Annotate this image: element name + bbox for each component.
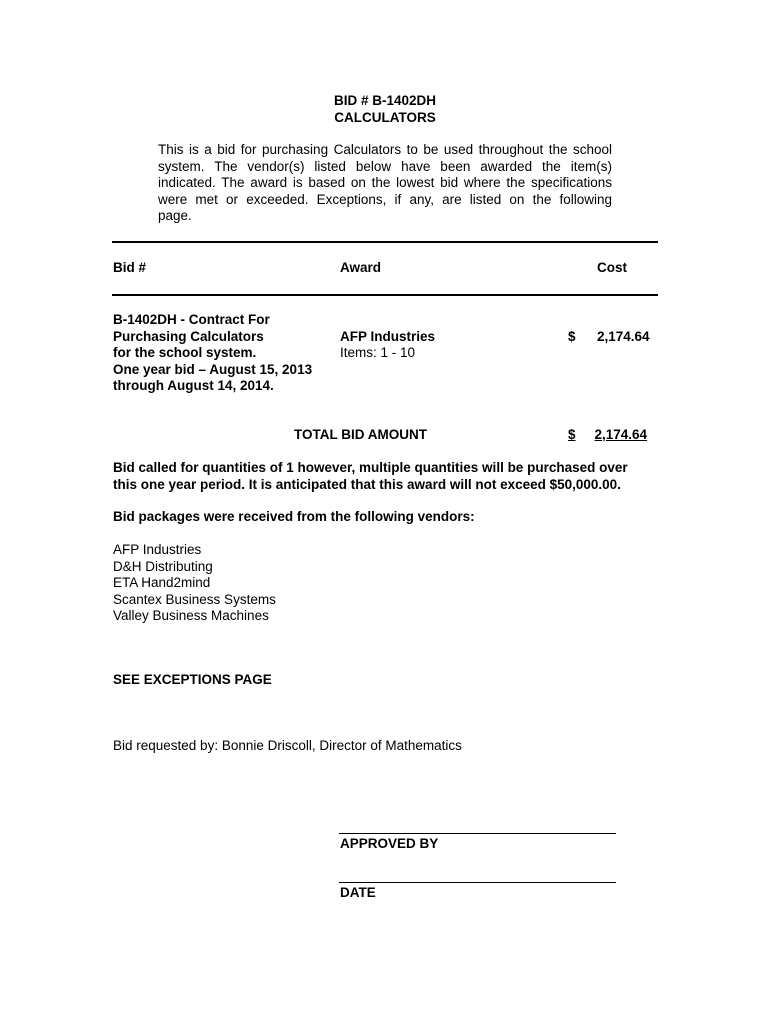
- requested-by: Bid requested by: Bonnie Driscoll, Director of Mathematics: [113, 738, 462, 753]
- award-items: Items: 1 - 10: [340, 345, 416, 360]
- bid-subject-heading: CALCULATORS: [334, 109, 436, 125]
- bid-description-line: One year bid – August 15, 2013: [113, 361, 313, 377]
- quantity-note-line: Bid called for quantities of 1 however, multiple quantities will be purchased over: [113, 460, 628, 475]
- award-vendor: AFP Industries: [340, 329, 436, 344]
- list-item: AFP Industries: [113, 542, 202, 557]
- table-row: [113, 312, 312, 395]
- vendor-list: [113, 542, 276, 625]
- document-title: [0, 93, 770, 126]
- list-item: ETA Hand2mind: [113, 575, 211, 590]
- list-item: D&H Distributing: [113, 558, 213, 574]
- intro-line: indicated. The award is based on the lowest bid where the specifications: [158, 175, 612, 190]
- intro-line: page.: [158, 208, 192, 223]
- column-header-bid: Bid #: [113, 260, 147, 275]
- cost-currency: $: [568, 329, 576, 344]
- quantity-note-line: this one year period. It is anticipated that this award will not exceed $50,000.00.: [113, 476, 621, 492]
- date-signature-line: [339, 882, 616, 883]
- quantity-note: [113, 460, 628, 493]
- intro-paragraph: [158, 142, 612, 225]
- intro-line: This is a bid for purchasing Calculators to be used throughout the school: [158, 142, 612, 157]
- intro-line: system. The vendor(s) listed below have been awarded the item(s): [158, 158, 612, 174]
- total-value: [568, 427, 656, 444]
- exceptions-notice: SEE EXCEPTIONS PAGE: [113, 672, 272, 687]
- table-top-rule: [112, 241, 658, 243]
- packages-heading: Bid packages were received from the following vendors:: [113, 509, 475, 524]
- list-item: Valley Business Machines: [113, 608, 269, 623]
- total-currency: $: [568, 427, 576, 442]
- column-header-cost: Cost: [597, 260, 627, 275]
- cost-amount: 2,174.64: [597, 329, 650, 344]
- date-label: DATE: [340, 885, 376, 900]
- bid-description-line: for the school system.: [113, 345, 257, 360]
- bid-number-heading: BID # B-1402DH: [333, 93, 437, 108]
- intro-line: were met or exceeded. Exceptions, if any, are listed on the following: [158, 191, 612, 207]
- bid-description-line: Purchasing Calculators: [113, 328, 264, 344]
- column-header-award: Award: [340, 260, 382, 275]
- total-amount: 2,174.64: [594, 427, 648, 442]
- bid-description-line: B-1402DH - Contract For: [113, 312, 270, 327]
- approved-by-label: APPROVED BY: [340, 836, 439, 851]
- total-label: TOTAL BID AMOUNT: [294, 427, 427, 442]
- bid-description-line: through August 14, 2014.: [113, 378, 274, 393]
- approved-signature-line: [339, 833, 616, 834]
- table-header-rule: [112, 294, 658, 296]
- list-item: Scantex Business Systems: [113, 591, 276, 607]
